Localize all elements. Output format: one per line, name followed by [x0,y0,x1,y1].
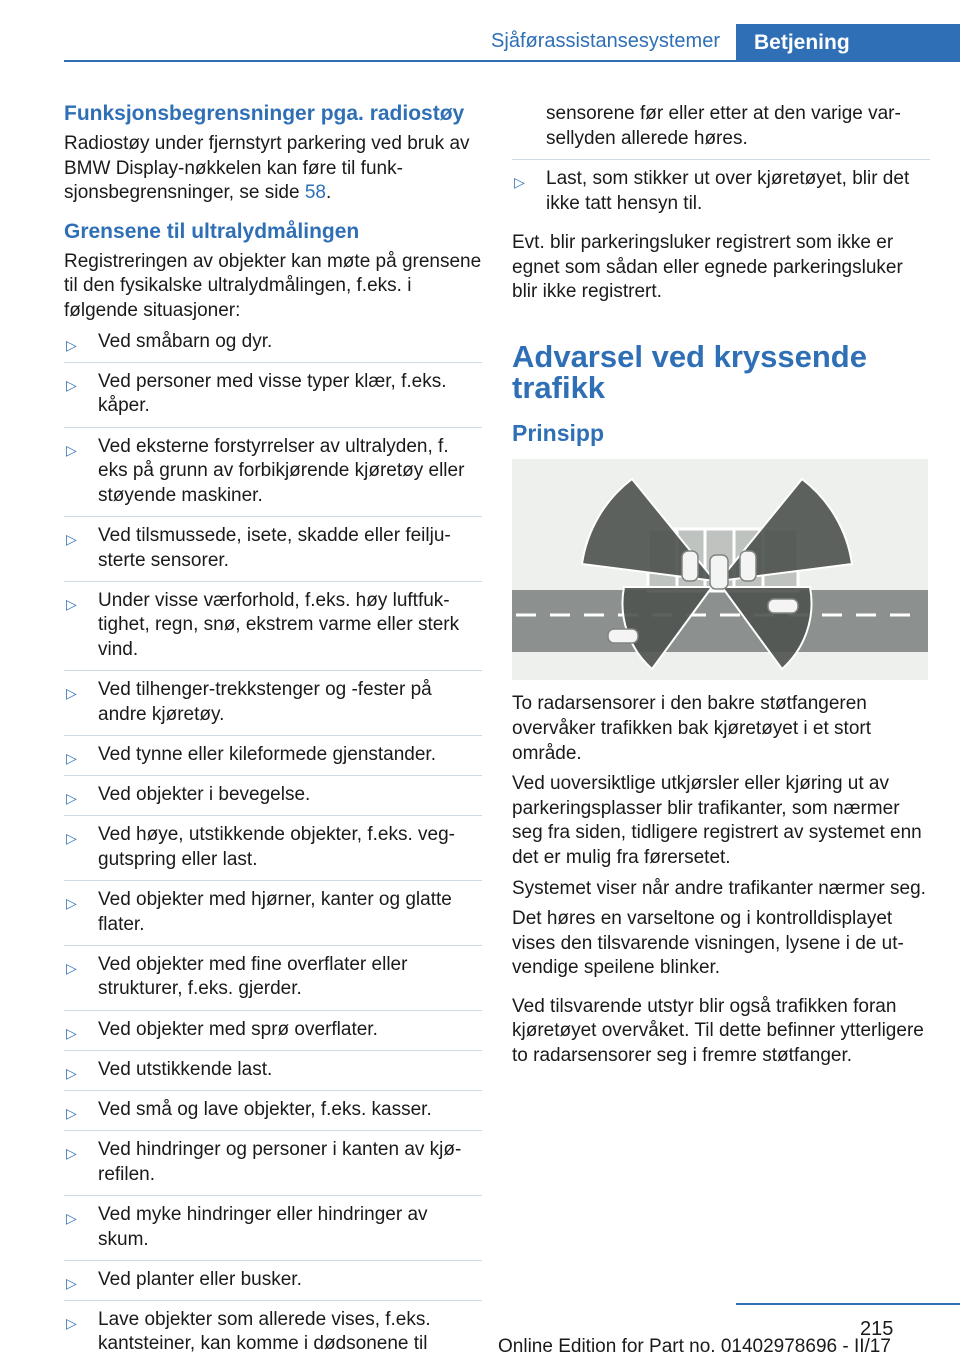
list-item-text: Ved småbarn og dyr. [98,330,273,352]
list-item [64,330,482,363]
list-item [64,524,482,582]
list-item [64,1138,482,1196]
list-item-text: Ved objekter med sprø overflater. [98,1018,378,1040]
list-item [64,783,482,816]
paragraph-front-sensors: Ved tilsvarende utstyr blir også trafikken foran kjøretøyet overvåket. Til dette befinner ytterligere to radarsensorer seg i fremre støtfanger. [512,995,924,1067]
triangle-bullet-icon: ▷ [66,530,77,547]
paragraph-radio-noise-end: . [325,182,332,204]
road [512,590,928,652]
list-item [64,370,482,428]
list-item-text: Last, som stikker ut over kjøretøyet, blir det ikke tatt hensyn til. [546,168,910,214]
paragraph-radio-noise-text: Radiostøy under fjernstyrt parkering ved bruk av BMW Display-nøkkelen kan føre til funksjonsbegrensninger, se side [64,133,470,204]
list-item-text: Ved små og lave objekter, f.eks. kasser. [98,1098,432,1120]
triangle-bullet-icon: ▷ [66,1104,77,1121]
paragraph-parking-gaps: Evt. blir parkeringsluker registrert som ikke er egnet som sådan eller egnede parkeringsluker blir ikke registrert. [512,231,903,303]
list-item [64,435,482,517]
list-item-text: Ved objekter med hjørner, kanter og glatte flater. [98,889,452,935]
triangle-bullet-icon: ▷ [66,1145,77,1162]
section-subtitle: Prinsipp [512,419,605,446]
list-item-text: Ved tynne eller kileformede gjenstander. [98,743,436,765]
paragraph-exits: Ved uoversiktlige utkjørsler eller kjøring ut av parkeringsplasser blir trafikanter, som nærmer seg fra siden, tidligere registrert av systemet enn det er mulig fra førersetet. [512,773,922,868]
triangle-bullet-icon: ▷ [66,1064,77,1081]
paragraph-ultrasound-limits: Registreringen av objekter kan møte på grensene til den fysikalske ultralydmålingen, f.eks. i følgende situasjoner: [64,250,482,321]
page-number: 215 [860,1318,894,1340]
header-section: Sjåførassistansesystemer [491,30,720,52]
triangle-bullet-icon: ▷ [66,336,77,353]
list-item-text: Ved myke hindringer eller hindringer av skum. [98,1203,428,1250]
heading-ultrasound-limits: Grensene til ultralydmålingen [64,219,360,243]
list-item [64,1018,482,1051]
list-item [64,743,482,776]
list-item-text: Ved personer med visse typer klær, f.eks. kåper. [98,370,447,417]
heading-radio-noise: Funksjonsbegrensninger pga. radiostøy [64,102,465,125]
list-item [64,678,482,736]
list-item-text: Ved tilhenger-trekkstenger og -fester på andre kjøretøy. [98,679,432,725]
list-item-text: Ved utstikkende last. [98,1058,273,1080]
header-tab[interactable] [736,24,960,62]
footer-rule [736,1303,960,1305]
triangle-bullet-icon: ▷ [66,1314,77,1331]
paragraph-radio-noise [64,132,482,206]
list-item [64,1268,482,1301]
ultrasound-limits-list [64,330,482,1365]
list-item [64,1308,482,1365]
section-title: Advarsel ved kryssende trafikk [512,338,867,405]
triangle-bullet-icon: ▷ [66,441,77,458]
triangle-bullet-icon: ▷ [66,790,77,807]
edition-footer: Online Edition for Part no. 01402978696 - II/17 [498,1336,891,1357]
paragraph-radar-sensors: To radarsensorer i den bakre støtfangeren overvåker trafikken bak kjøretøyet i et stort område. [512,693,872,764]
left-column [64,102,482,1372]
header-tab-label: Betjening [754,31,850,54]
list-item-text: Ved planter eller busker. [98,1268,302,1290]
list-item-text: Ved høye, utstikkende objekter, f.eks. veggutspring eller last. [98,824,455,870]
list-item-text: Under visse værforhold, f.eks. høy luftfuktighet, regn, snø, ekstrem varme eller sterk vind. [98,589,460,660]
triangle-bullet-icon: ▷ [66,376,77,393]
triangle-bullet-icon: ▷ [514,174,525,191]
list-item-text: Ved objekter med fine overflater eller strukturer, f.eks. gjerder. [98,953,408,1000]
list-item [64,589,482,671]
list-item [64,1098,482,1131]
right-column [512,102,930,1069]
cross-traffic-figure [512,459,928,680]
triangle-bullet-icon: ▷ [66,959,77,976]
triangle-bullet-icon: ▷ [66,595,77,612]
page-link[interactable]: 58 [304,182,326,204]
list-item-text: Ved objekter i bevegelse. [98,784,311,806]
triangle-bullet-icon: ▷ [66,830,77,847]
list-item [64,888,482,946]
paragraph-warning: Det høres en varseltone og i kontrolldisplayet vises den tilsvarende visningen, lysene i de utvendige speilene blinker. [512,908,904,979]
list-item-text: Ved eksterne forstyrrelser av ultralyden, f. eks på grunn av forbikjørende kjøretøy eller støyende maskiner. [98,435,465,506]
list-item-text: Ved tilsmussede, isete, skadde eller feiljusterte sensorer. [98,524,451,571]
load-list [512,159,930,224]
triangle-bullet-icon: ▷ [66,895,77,911]
triangle-bullet-icon: ▷ [66,1274,77,1291]
list-item [64,1203,482,1261]
list-item-text: Lave objekter som allerede vises, f.eks. kantsteiner, kan komme i dødsonene til [98,1308,431,1355]
list-item [64,953,482,1011]
triangle-bullet-icon: ▷ [66,749,77,766]
triangle-bullet-icon: ▷ [66,1209,77,1226]
list-item [64,1058,482,1091]
list-item-text: Ved hindringer og personer i kanten av kjørefilen. [98,1139,462,1185]
list-item [512,167,930,224]
list-continuation: sensorene før eller etter at den varige varsellyden allerede høres. [546,103,901,149]
list-item [64,823,482,881]
paragraph-display: Systemet viser når andre trafikanter nærmer seg. [512,877,926,899]
triangle-bullet-icon: ▷ [66,685,77,702]
triangle-bullet-icon: ▷ [66,1024,77,1041]
